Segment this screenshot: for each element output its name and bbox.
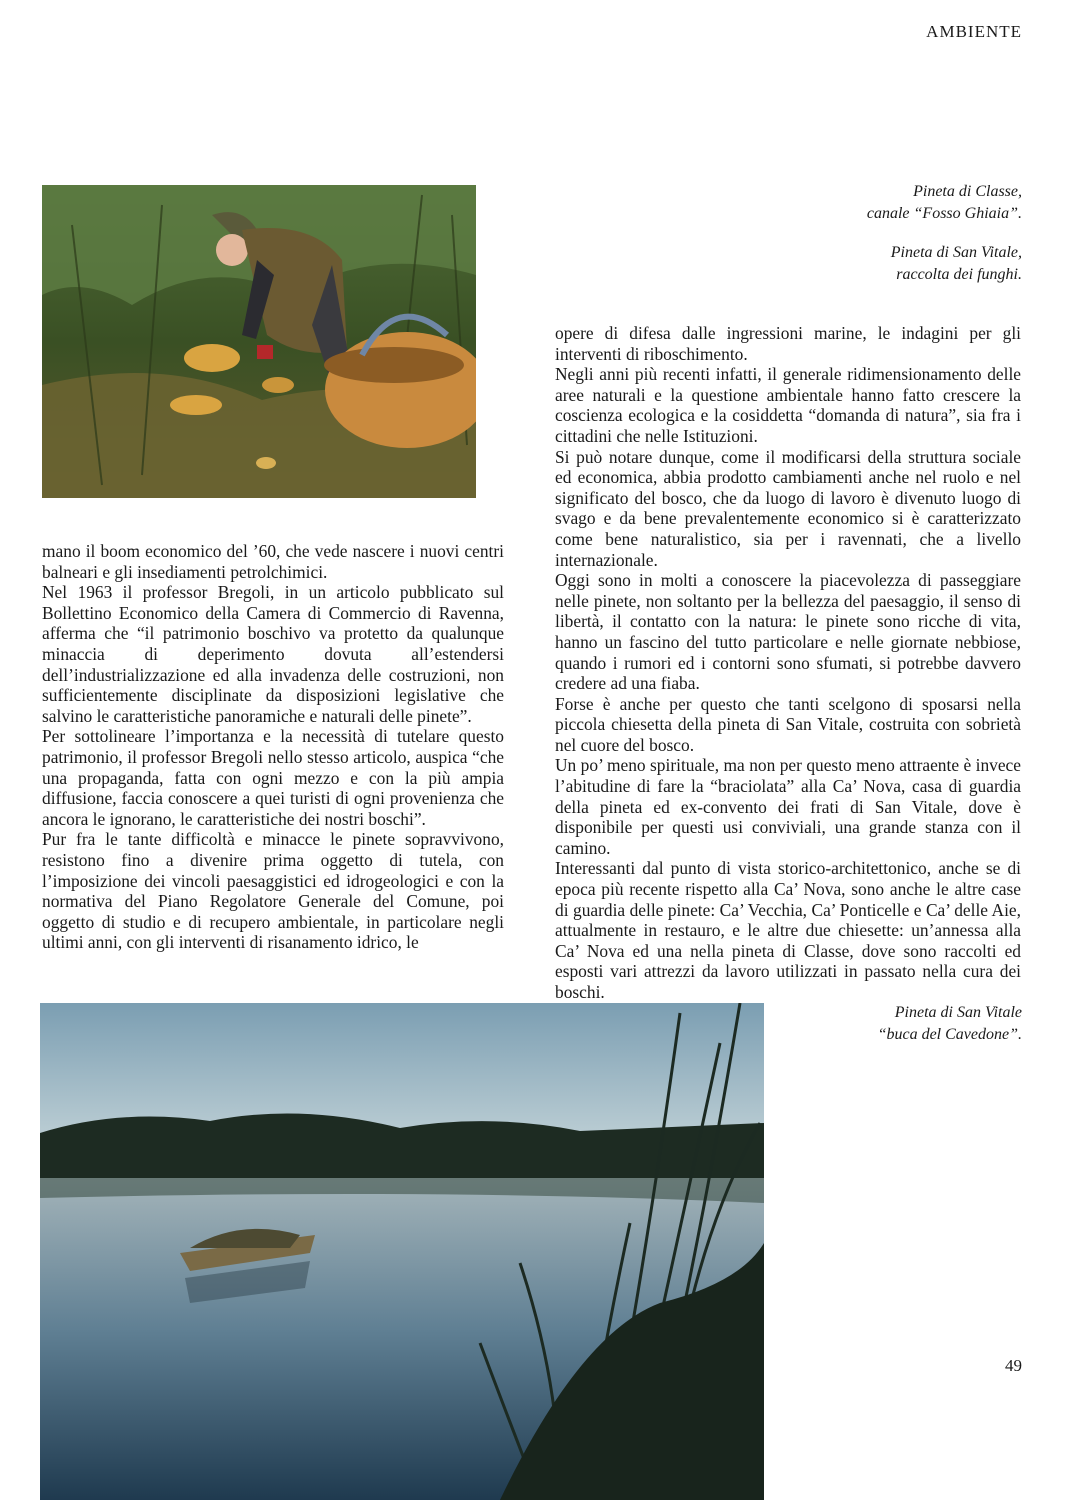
page-number: 49 <box>1005 1356 1022 1375</box>
caption-cavedone <box>878 1002 1022 1046</box>
paragraph: Negli anni più recenti infatti, il generale ridimensionamento delle aree naturali e la questione ambientale hanno fatto crescere la coscienza ecologica e la cosiddetta “domanda di natura”, sia fra i cittadini che nelle Istituzioni. <box>555 364 1021 446</box>
caption-funghi <box>891 242 1022 286</box>
paragraph: Pur fra le tante difficoltà e minacce le pinete sopravvivono, resistono fino a divenire prima oggetto di tutela, con l’imposizione dei vincoli paesaggistici ed idrogeologici e con la normativa del Piano Regolatore Generale del Comune, poi oggetto di studio e di recupero ambientale, in particolare negli ultimi anni, con gli interventi di risanamento idrico, le <box>42 829 504 953</box>
paragraph: Per sottolineare l’importanza e la necessità di tutelare questo patrimonio, il professor Bregoli nello stesso articolo, auspica “che una propaganda, fatta con ogni mezzo e con la più ampia diffusione, faccia conoscere a quei turisti di ogni provenienza che ancora le ignorano, le caratteristiche dei nostri boschi”. <box>42 726 504 829</box>
caption-line: Pineta di San Vitale <box>894 1004 1022 1021</box>
caption-fosso-ghiaia <box>867 181 1022 225</box>
caption-line: “buca del Cavedone”. <box>877 1026 1022 1043</box>
paragraph: mano il boom economico del ’60, che vede nascere i nuovi centri balneari e gli insediamenti petrolchimici. <box>42 541 504 582</box>
section-label: AMBIENTE <box>926 22 1022 41</box>
caption-line: raccolta dei funghi. <box>896 266 1022 283</box>
right-text-column <box>555 323 1021 1003</box>
caption-line: Pineta di Classe, <box>913 183 1022 200</box>
lagoon-photo <box>40 1003 764 1500</box>
paragraph: Oggi sono in molti a conoscere la piacevolezza di passeggiare nelle pinete, non soltanto per la bellezza del paesaggio, il senso di libertà, il contatto con la natura: le pinete sono ricche di vita, hanno un fascino del tutto particolare e nelle giornate nebbiose, quando i rumori ed i contorni sono sfumati, si potrebbe davvero credere ad una fiaba. <box>555 570 1021 694</box>
paragraph: Si può notare dunque, come il modificarsi della struttura sociale ed economica, abbia prodotto cambiamenti anche nel ruolo e nel significato del bosco, che da luogo di lavoro è divenuto luogo di svago e da bene prevalentemente economico si è caratterizzato come bene naturalistico, sia per i ravennati, che a livello internazionale. <box>555 446 1021 570</box>
caption-line: canale “Fosso Ghiaia”. <box>866 205 1022 222</box>
mushroom-gathering-photo <box>42 185 476 498</box>
paragraph: Nel 1963 il professor Bregoli, in un articolo pubblicato sul Bollettino Economico della Camera di Commercio di Ravenna, afferma che “il patrimonio boschivo va protetto da qualunque minaccia di deperimento dovuta all’estendersi dell’industrializzazione ed alla invadenza delle costruzioni, non sufficientemente disciplinate da disposizioni legislative che salvino le caratteristiche panoramiche e naturali delle pinete”. <box>42 582 504 726</box>
paragraph: Forse è anche per questo che tanti scelgono di sposarsi nella piccola chiesetta della pineta di San Vitale, costruita con sobrietà nel cuore del bosco. <box>555 693 1021 755</box>
paragraph: Interessanti dal punto di vista storico-architettonico, anche se di epoca più recente rispetto alla Ca’ Nova, sono anche le altre case di guardia delle pinete: Ca’ Vecchia, Ca’ Ponticelle e Ca’ delle Aie, attualmente in restauro, e le altre due chiesette: un’annessa alla Ca’ Nova ed una nella pineta di Classe, dove sono raccolti ed esposti vari attrezzi da lavoro utilizzati in passato nella cura dei boschi. <box>555 858 1021 1002</box>
caption-line: Pineta di San Vitale, <box>890 244 1022 261</box>
paragraph: opere di difesa dalle ingressioni marine, le indagini per gli interventi di riboschimento. <box>555 323 1021 364</box>
paragraph: Un po’ meno spirituale, ma non per questo meno attraente è invece l’abitudine di fare la “braciolata” alla Ca’ Nova, casa di guardia della pineta ed ex-convento dei frati di San Vitale, dove è disponibile per questi usi conviviali, una grande stanza con il camino. <box>555 755 1021 858</box>
left-text-column <box>42 541 504 953</box>
